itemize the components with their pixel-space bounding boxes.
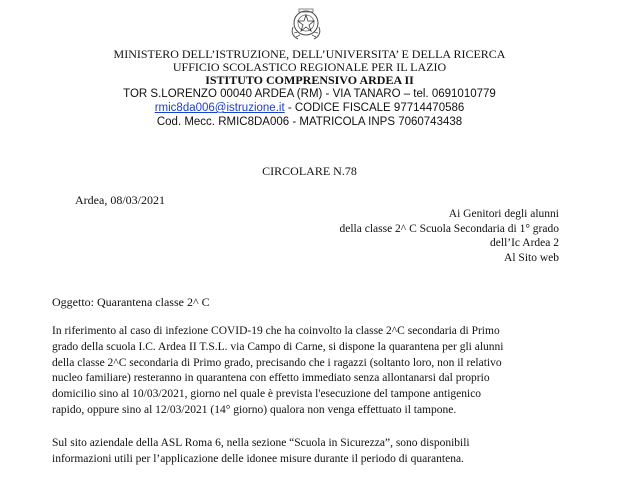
contact-line	[0, 102, 619, 115]
school-address: TOR S.LORENZO 00040 ARDEA (RM) - VIA TANARO – tel. 0691010779	[123, 88, 496, 100]
recipient-line: dell’Ic Ardea 2	[490, 237, 559, 249]
recipient-line: Ai Genitori degli alunni	[448, 208, 559, 220]
italian-republic-emblem-icon	[288, 5, 324, 43]
recipient-line: della classe 2^ C Scuola Secondaria di 1° grado	[339, 222, 559, 235]
paragraph-line: informazioni utili per l’applicazione delle idonee misure durante il periodo di quarantena.	[52, 452, 464, 465]
date-line: Ardea, 08/03/2021	[75, 193, 165, 207]
paragraph-line: rapido, oppure sino al 12/03/2021 (14° giorno) qualora non venga effettuato il tampone.	[52, 403, 457, 416]
fiscal-code: - CODICE FISCALE 97714470586	[284, 102, 465, 114]
school-codes: Cod. Mecc. RMIC8DA006 - MATRICOLA INPS 7060743438	[156, 116, 463, 128]
paragraph-line: nucleo familiare) resteranno in quarantena con effetto immediato senza allontanarsi dal proprio	[52, 372, 490, 385]
recipient-line: Al Sito web	[504, 251, 559, 264]
email-link[interactable]: rmic8da006@istruzione.it	[154, 102, 285, 114]
recipients-block	[340, 207, 560, 265]
ministry-heading: MINISTERO DELL’ISTRUZIONE, DELL’UNIVERSITA’ E DELLA RICERCA	[113, 47, 506, 61]
subject-line: Oggetto: Quarantena classe 2^ C	[52, 295, 210, 309]
paragraph-line: In riferimento al caso di infezione COVID-19 che ha coinvolto la classe 2^C secondaria di Primo	[52, 325, 500, 337]
body-paragraph-2	[52, 436, 572, 468]
paragraph-line: della classe 2^C secondaria di Primo grado, precisando che i ragazzi (soltanto loro, non il relativo	[52, 356, 502, 369]
paragraph-line: grado della scuola I.C. Ardea II T.S.L. via Campo di Carne, si dispone la quarantena per gli alunni	[52, 340, 504, 353]
school-name: ISTITUTO COMPRENSIVO ARDEA II	[205, 73, 414, 87]
paragraph-line: domicilio sino al 10/03/2021, giorno nel quale è prevista l'esecuzione del tampone antigenico	[52, 388, 482, 401]
circular-number: CIRCOLARE N.78	[262, 164, 357, 178]
office-heading: UFFICIO SCOLASTICO REGIONALE PER IL LAZIO	[172, 60, 447, 74]
paragraph-line: Sul sito aziendale della ASL Roma 6, nella sezione “Scuola in Sicurezza”, sono disponibili	[52, 437, 470, 449]
body-paragraph-1	[52, 324, 572, 419]
